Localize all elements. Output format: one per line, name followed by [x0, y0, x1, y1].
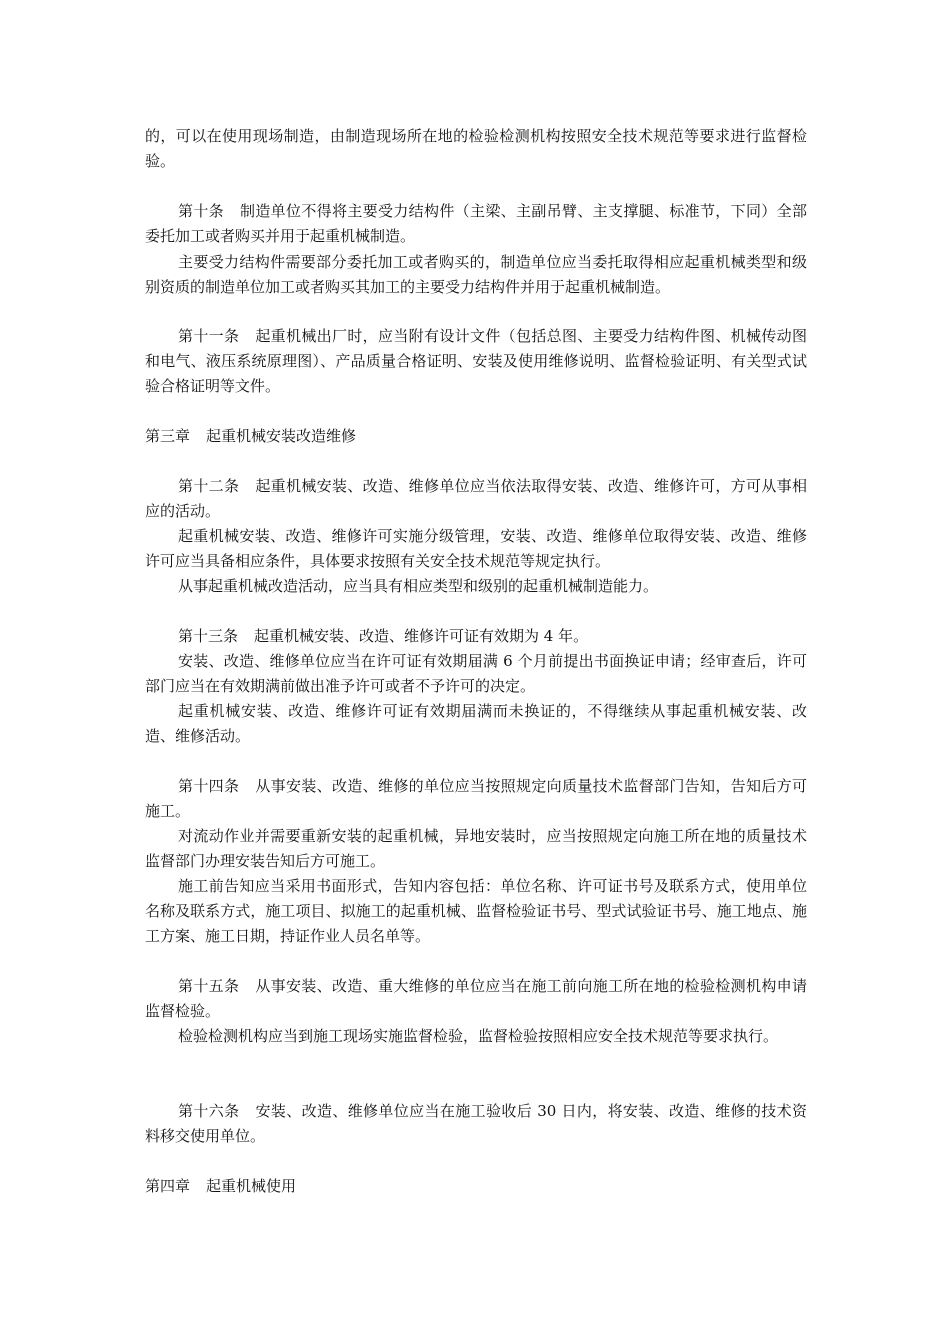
article-15-paragraph-1 [145, 974, 807, 1024]
article-13-paragraph-3: 起重机械安装、改造、维修许可证有效期届满而未换证的，不得继续从事起重机械安装、改造、维修活动。 [145, 702, 807, 745]
article-16-number: 第十六条 [178, 1102, 240, 1120]
continuation-paragraph: 的，可以在使用现场制造，由制造现场所在地的检验检测机构按照安全技术规范等要求进行监督检验。 [145, 127, 807, 170]
chapter-3-title: 起重机械安装改造维修 [206, 427, 357, 445]
chapter-3-heading [145, 424, 807, 449]
article-13-paragraph-1 [145, 624, 807, 649]
article-15-number: 第十五条 [178, 977, 240, 995]
article-14-paragraph-1 [145, 774, 807, 824]
article-12-paragraph-1 [145, 474, 807, 524]
article-11-number: 第十一条 [178, 327, 240, 345]
article-15-paragraph-2: 检验检测机构应当到施工现场实施监督检验，监督检验按照相应安全技术规范等要求执行。 [178, 1027, 779, 1045]
chapter-4-title: 起重机械使用 [206, 1177, 297, 1195]
article-12-number: 第十二条 [178, 477, 240, 495]
article-12-text: 起重机械安装、改造、维修单位应当依法取得安装、改造、维修许可，方可从事相应的活动。 [145, 477, 807, 520]
article-13-text: 起重机械安装、改造、维修许可证有效期为 4 年。 [254, 627, 589, 645]
article-14-text: 从事安装、改造、维修的单位应当按照规定向质量技术监督部门告知，告知后方可施工。 [145, 777, 807, 820]
chapter-3-number: 第三章 [145, 427, 191, 445]
article-16-paragraph-1 [145, 1099, 807, 1149]
article-11-paragraph-1 [145, 324, 807, 399]
article-10-number: 第十条 [178, 202, 224, 220]
article-10-text: 制造单位不得将主要受力结构件（主梁、主副吊臂、主支撑腿、标准节，下同）全部委托加工或者购买并用于起重机械制造。 [145, 202, 807, 245]
article-11-text: 起重机械出厂时，应当附有设计文件（包括总图、主要受力结构件图、机械传动图和电气、液压系统原理图）、产品质量合格证明、安装及使用维修说明、监督检验证明、有关型式试验合格证明等文件。 [145, 327, 807, 395]
article-14-number: 第十四条 [178, 777, 240, 795]
article-16-text: 安装、改造、维修单位应当在施工验收后 30 日内，将安装、改造、维修的技术资料移交使用单位。 [145, 1102, 807, 1145]
article-15-text: 从事安装、改造、重大维修的单位应当在施工前向施工所在地的检验检测机构申请监督检验。 [145, 977, 807, 1020]
article-12-paragraph-3: 从事起重机械改造活动，应当具有相应类型和级别的起重机械制造能力。 [178, 577, 659, 595]
article-12-paragraph-2: 起重机械安装、改造、维修许可实施分级管理，安装、改造、维修单位取得安装、改造、维修许可应当具备相应条件，具体要求按照有关安全技术规范等规定执行。 [145, 527, 807, 570]
article-10-paragraph-2: 主要受力结构件需要部分委托加工或者购买的，制造单位应当委托取得相应起重机械类型和级别资质的制造单位加工或者购买其加工的主要受力结构件并用于起重机械制造。 [145, 253, 807, 296]
article-14-paragraph-2: 对流动作业并需要重新安装的起重机械，异地安装时，应当按照规定向施工所在地的质量技术监督部门办理安装告知后方可施工。 [145, 827, 807, 870]
chapter-4-number: 第四章 [145, 1177, 191, 1195]
article-14-paragraph-3: 施工前告知应当采用书面形式，告知内容包括：单位名称、许可证书号及联系方式，使用单位名称及联系方式，施工项目、拟施工的起重机械、监督检验证书号、型式试验证书号、施工地点、施工方案、施工日期，持证作业人员名单等。 [145, 877, 807, 945]
article-10-paragraph-1 [145, 199, 807, 249]
article-13-number: 第十三条 [178, 627, 239, 645]
article-13-paragraph-2: 安装、改造、维修单位应当在许可证有效期届满 6 个月前提出书面换证申请；经审查后，许可部门应当在有效期满前做出准予许可或者不予许可的决定。 [145, 652, 807, 695]
chapter-4-heading [145, 1174, 807, 1199]
